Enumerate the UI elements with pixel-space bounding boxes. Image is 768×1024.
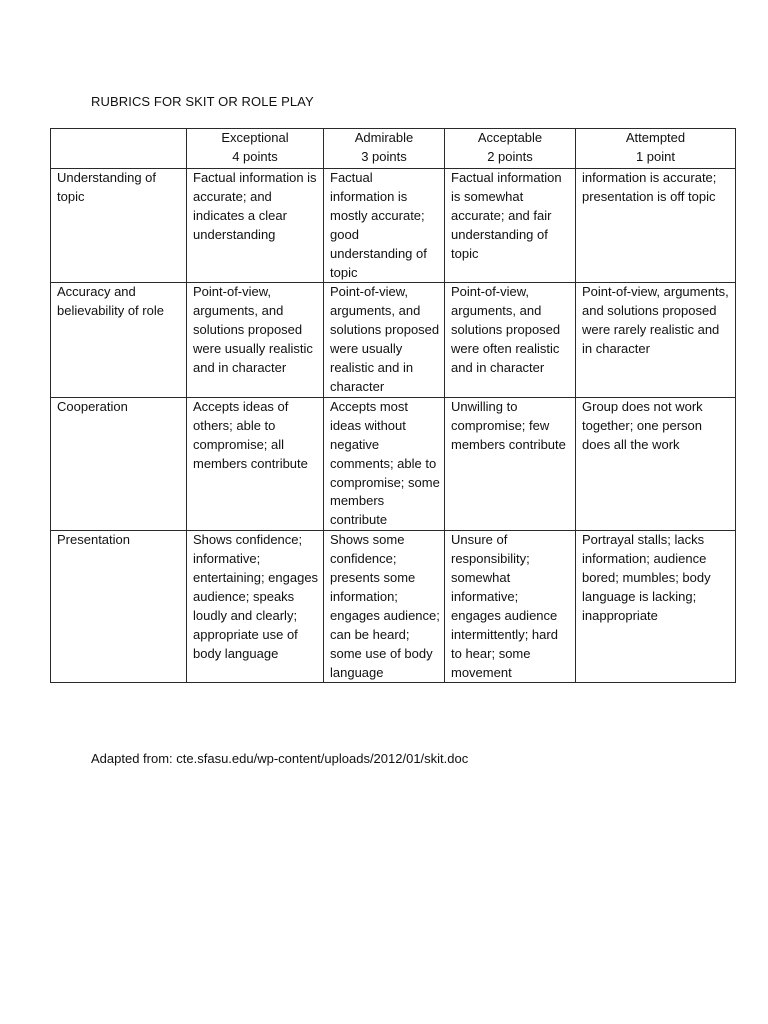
level-header-attempted [576,129,736,169]
rubric-cell: Group does not work together; one person does all the work [576,397,736,530]
rubric-row-presentation [51,531,736,683]
criterion-label: Cooperation [51,397,187,530]
rubric-row-accuracy [51,283,736,397]
criterion-label: Presentation [51,531,187,683]
rubric-cell: Factual information is accurate; and indicates a clear understanding [187,169,324,283]
level-name: Exceptional [221,130,289,145]
rubric-cell: Unwilling to compromise; few members contribute [445,397,576,530]
rubric-table [50,128,736,683]
level-points: 4 points [232,148,278,164]
level-points: 1 point [635,148,676,164]
rubric-header-row [51,129,736,169]
rubric-cell: Factual information is mostly accurate; good understanding of topic [324,169,445,283]
level-header-admirable [324,129,445,169]
criterion-label: Understanding of topic [51,169,187,283]
rubric-row-understanding [51,169,736,283]
page-title: RUBRICS FOR SKIT OR ROLE PLAY [91,94,314,109]
level-name: Acceptable [477,130,543,145]
rubric-cell: Point-of-view, arguments, and solutions proposed were usually realistic and in character [187,283,324,397]
rubric-cell: Portrayal stalls; lacks information; audience bored; mumbles; body language is lacking; inappropriate [576,531,736,683]
rubric-cell: Factual information is somewhat accurate; and fair understanding of topic [445,169,576,283]
rubric-cell: Point-of-view, arguments, and solutions proposed were usually realistic and in character [324,283,445,397]
rubric-cell: Shows confidence; informative; entertaining; engages audience; speaks loudly and clearly; appropriate use of body language [187,531,324,683]
level-name: Admirable [354,130,414,145]
level-header-exceptional [187,129,324,169]
rubric-cell: Point-of-view, arguments, and solutions proposed were often realistic and in character [445,283,576,397]
source-note: Adapted from: cte.sfasu.edu/wp-content/uploads/2012/01/skit.doc [91,751,469,766]
corner-cell [51,129,187,169]
level-points: 2 points [487,148,533,164]
level-name: Attempted [625,130,686,145]
criterion-label: Accuracy and believability of role [51,283,187,397]
level-header-acceptable [445,129,576,169]
rubric-row-cooperation [51,397,736,530]
level-points: 3 points [361,148,407,164]
rubric-cell: Accepts ideas of others; able to compromise; all members contribute [187,397,324,530]
rubric-cell: Point-of-view, arguments, and solutions proposed were rarely realistic and in character [576,283,736,397]
rubric-cell: information is accurate; presentation is off topic [576,169,736,283]
rubric-cell: Shows some confidence; presents some information; engages audience; can be heard; some use of body language [324,531,445,683]
rubric-cell: Accepts most ideas without negative comments; able to compromise; some members contribute [324,397,445,530]
rubric-cell: Unsure of responsibility; somewhat informative; engages audience intermittently; hard to hear; some movement [445,531,576,683]
